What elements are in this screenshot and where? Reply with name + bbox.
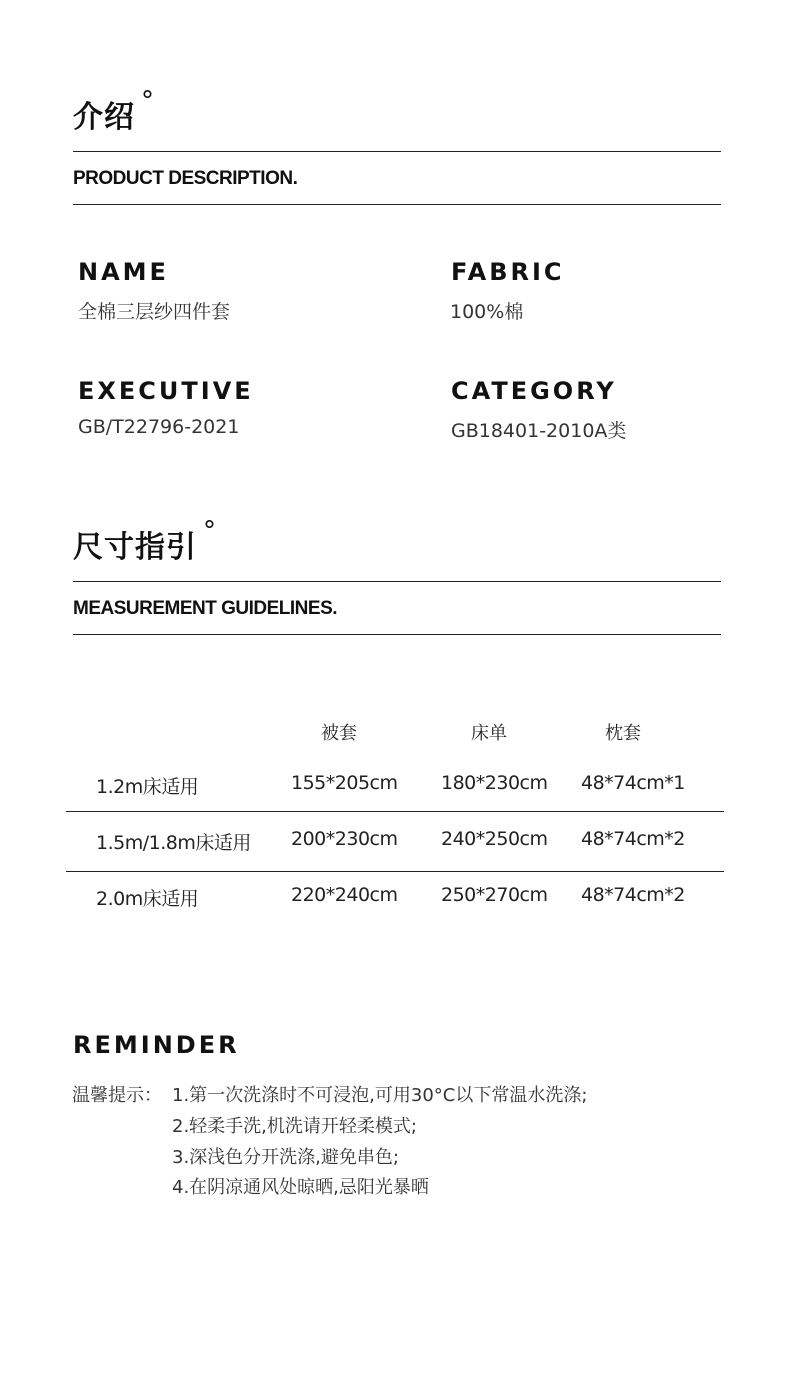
table-row-divider [66, 871, 724, 872]
reminder-item: 3.深浅色分开洗涤,避免串色; [172, 1147, 399, 1168]
reminder-title: REMINDER [73, 1031, 240, 1059]
intro-bottom-divider [73, 204, 721, 205]
table-cell-duvet: 155*205cm [291, 772, 398, 794]
spec-value-executive: GB/T22796-2021 [78, 416, 240, 438]
table-header-sheet: 床单 [471, 723, 507, 744]
intro-subtitle: PRODUCT DESCRIPTION. [73, 168, 298, 189]
table-cell-sheet: 180*230cm [441, 772, 548, 794]
size-top-divider [73, 581, 721, 582]
intro-top-divider [73, 151, 721, 152]
spec-label-executive: EXECUTIVE [78, 377, 254, 405]
table-cell-sheet: 240*250cm [441, 828, 548, 850]
table-cell-bed: 1.5m/1.8m床适用 [96, 832, 251, 854]
table-header-pillowcase: 枕套 [605, 723, 641, 744]
spec-label-fabric: FABRIC [451, 258, 565, 286]
reminder-item: 1.第一次洗涤时不可浸泡,可用30°C以下常温水洗涤; [172, 1085, 588, 1106]
table-cell-duvet: 200*230cm [291, 828, 398, 850]
intro-degree-mark: ° [141, 86, 155, 116]
spec-value-fabric: 100%棉 [450, 301, 524, 323]
reminder-item: 4.在阴凉通风处晾晒,忌阳光暴晒 [172, 1177, 429, 1198]
table-cell-bed: 2.0m床适用 [96, 888, 199, 910]
spec-label-category: CATEGORY [451, 377, 617, 405]
spec-value-name: 全棉三层纱四件套 [78, 301, 231, 323]
size-bottom-divider [73, 634, 721, 635]
table-row-divider [66, 811, 724, 812]
size-degree-mark: ° [203, 516, 217, 546]
table-header-duvet: 被套 [321, 723, 357, 744]
intro-title [73, 86, 155, 136]
reminder-item: 2.轻柔手洗,机洗请开轻柔模式; [172, 1116, 417, 1137]
reminder-prefix: 温馨提示： [72, 1085, 162, 1106]
table-cell-pillowcase: 48*74cm*2 [581, 828, 685, 850]
table-cell-duvet: 220*240cm [291, 884, 398, 906]
size-subtitle: MEASUREMENT GUIDELINES. [73, 598, 338, 619]
intro-title-text: 介绍 [73, 100, 135, 135]
spec-value-category: GB18401-2010A类 [451, 420, 627, 442]
spec-label-name: NAME [78, 258, 169, 286]
table-cell-bed: 1.2m床适用 [96, 776, 199, 798]
table-cell-pillowcase: 48*74cm*2 [581, 884, 685, 906]
table-cell-pillowcase: 48*74cm*1 [581, 772, 685, 794]
size-title [73, 516, 217, 566]
table-cell-sheet: 250*270cm [441, 884, 548, 906]
size-title-text: 尺寸指引 [73, 530, 197, 565]
